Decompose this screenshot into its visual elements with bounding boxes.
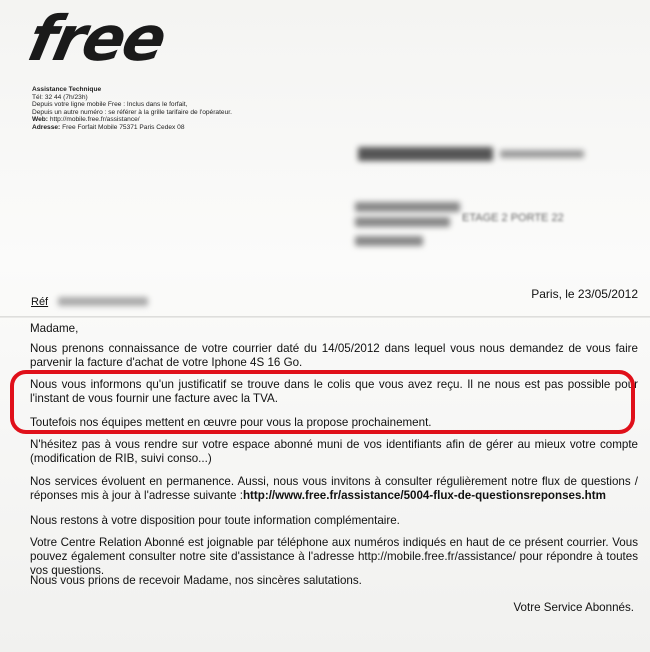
paragraph-7: Votre Centre Relation Abonné est joignable par téléphone aux numéros indiqués en haut de ce présent courrier. Vous pouvez également consulter notre site d'assistance à l'adresse http://mobile.free.fr/assistance/ pour répondre à toutes vos questions. bbox=[30, 536, 638, 577]
redacted-code bbox=[500, 150, 584, 158]
contact-line-2: Depuis un autre numéro : se référer à la grille tarifaire de l'opérateur. bbox=[32, 108, 232, 116]
paragraph-5: Nos services évoluent en permanence. Aussi, nous vous invitons à consulter régulièrement notre flux de questions / réponses mis à jour à l'adresse suivante :http://www.free.fr/assistance/5004-flux-de-questionsreponses.htm bbox=[30, 475, 638, 502]
redacted-recipient-line-1 bbox=[355, 202, 460, 212]
redacted-barcode bbox=[358, 147, 493, 161]
reference-label: Réf bbox=[31, 296, 49, 308]
paragraph-1: Nous prenons connaissance de votre courrier daté du 14/05/2012 dans lequel vous nous demandez de vous faire parvenir la facture d'achat de votre Iphone 4S 16 Go. bbox=[30, 342, 638, 369]
letter-date: Paris, le 23/05/2012 bbox=[531, 287, 638, 301]
redacted-ref bbox=[58, 297, 148, 306]
paper-fold bbox=[0, 316, 650, 318]
paragraph-8: Nous vous prions de recevoir Madame, nos sincères salutations. bbox=[30, 574, 362, 587]
paragraph-2: Nous vous informons qu'un justificatif se trouve dans le colis que vous avez reçu. Il ne nous est pas possible pour l'instant de vous fournir une facture avec la TVA. bbox=[30, 378, 638, 405]
signature: Votre Service Abonnés. bbox=[513, 601, 634, 614]
redacted-recipient-line-2 bbox=[355, 217, 450, 227]
contact-line-1: Depuis votre ligne mobile Free : Inclus dans le forfait, bbox=[32, 101, 188, 109]
red-highlight-box bbox=[10, 370, 635, 434]
contact-block bbox=[32, 86, 232, 132]
paragraph-6: Nous restons à votre disposition pour toute information complémentaire. bbox=[30, 514, 400, 527]
redacted-recipient-line-3 bbox=[355, 236, 423, 246]
web-label: Web: bbox=[32, 116, 48, 124]
salutation: Madame, bbox=[30, 322, 79, 335]
assistance-title: Assistance Technique bbox=[32, 86, 102, 93]
free-logo: free bbox=[22, 2, 172, 75]
paragraph-4: N'hésitez pas à vous rendre sur votre espace abonné muni de vos identifiants afin de gérer au mieux votre compte (modification de RIB, suivi conso...) bbox=[30, 438, 638, 465]
paragraph-3: Toutefois nos équipes mettent en œuvre pour vous la propose prochainement. bbox=[30, 416, 432, 429]
web-value: http://mobile.free.fr/assistance/ bbox=[49, 116, 140, 124]
address-value: Free Forfait Mobile 75371 Paris Cedex 08 bbox=[62, 123, 185, 131]
recipient-visible-fragment: ETAGE 2 PORTE 22 bbox=[462, 212, 564, 224]
address-label: Adresse: bbox=[32, 123, 61, 131]
faq-url: http://www.free.fr/assistance/5004-flux-de-questionsreponses.htm bbox=[242, 489, 606, 502]
phone-line: Tél: 32 44 (7h/23h) bbox=[32, 93, 88, 101]
